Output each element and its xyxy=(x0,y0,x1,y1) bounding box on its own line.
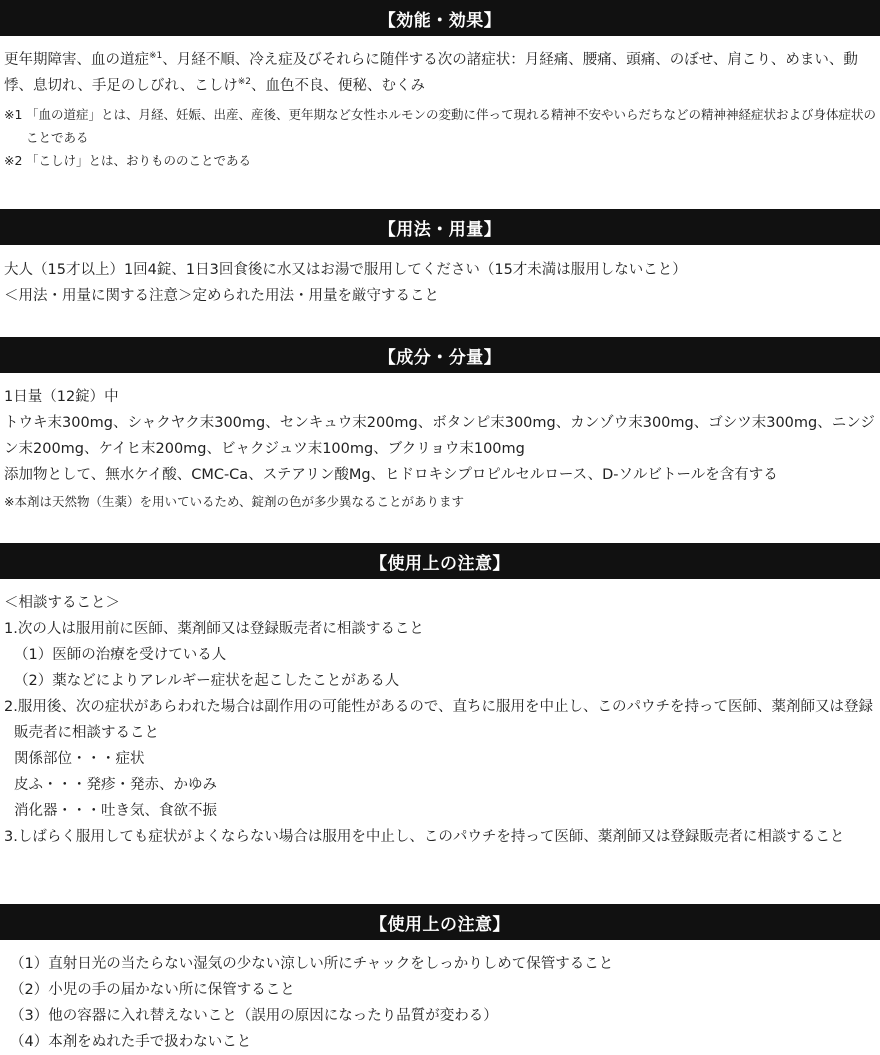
ingredients-additives: 添加物として、無水ケイ酸、CMC-Ca、ステアリン酸Mg、ヒドロキシプロピルセルロース、D-ソルビトールを含有する xyxy=(4,467,778,483)
dosage-note: ＜用法・用量に関する注意＞定められた用法・用量を厳守すること xyxy=(4,288,439,304)
efficacy-header xyxy=(0,0,880,36)
precautions-body xyxy=(4,590,876,850)
ingredients-title: 【成分・分量】 xyxy=(378,347,502,368)
storage-item: （3）他の容器に入れ替えないこと（誤用の原因になったり品質が変わる） xyxy=(10,1008,498,1024)
consult-item-1-sub: （2）薬などによりアレルギー症状を起こしたことがある人 xyxy=(14,673,400,689)
efficacy-sup-2: ※2 xyxy=(237,77,252,87)
storage-title: 【使用上の注意】 xyxy=(370,914,510,935)
ingredients-list: トウキ末300mg、シャクヤク末300mg、センキュウ末200mg、ボタンピ末300mg、カンゾウ末300mg、ゴシツ末300mg、ニンジン末200mg、ケイヒ末200mg、ビャクジュツ末100mg、ブクリョウ末100mg xyxy=(4,415,875,457)
efficacy-note xyxy=(4,149,876,172)
storage-item: （1）直射日光の当たらない湿気の少ない涼しい所にチャックをしっかりしめて保管すること xyxy=(10,956,614,972)
precautions-title: 【使用上の注意】 xyxy=(370,553,510,574)
dosage-title: 【用法・用量】 xyxy=(378,219,502,240)
dosage-line: 大人（15才以上）1回4錠、1日3回食後に水又はお湯で服用してください（15才未満は服用しないこと） xyxy=(4,262,687,278)
efficacy-text xyxy=(4,47,876,99)
storage-body xyxy=(10,951,876,1055)
consult-heading: ＜相談すること＞ xyxy=(4,595,120,611)
dosage-body xyxy=(4,257,876,309)
storage-item: （4）本剤をぬれた手で扱わないこと xyxy=(10,1034,252,1050)
ingredients-note: ※本剤は天然物（生薬）を用いているため、錠剤の色が多少異なることがあります xyxy=(4,494,464,509)
efficacy-note-2-mark: ※2 xyxy=(4,153,23,168)
ingredients-daily-amount: 1日量（12錠）中 xyxy=(4,389,119,405)
efficacy-text-a: 更年期障害、血の道症 xyxy=(4,52,149,68)
efficacy-note-1-text: 「血の道症」とは、月経、妊娠、出産、産後、更年期など女性ホルモンの変動に伴って現れる精神不安やいらだちなどの精神神経症状および身体症状のことである xyxy=(26,107,877,145)
consult-item-2-sub: 関係部位・・・症状 xyxy=(14,751,145,767)
efficacy-text-c: 、血色不良、便秘、むくみ xyxy=(251,78,426,94)
ingredients-header xyxy=(0,337,880,373)
consult-item-1-sub: （1）医師の治療を受けている人 xyxy=(14,647,227,663)
consult-item-1: 1.次の人は服用前に医師、薬剤師又は登録販売者に相談すること xyxy=(4,621,424,637)
storage-item: （2）小児の手の届かない所に保管すること xyxy=(10,982,295,998)
consult-item-2-sub: 皮ふ・・・発疹・発赤、かゆみ xyxy=(14,777,217,793)
efficacy-title: 【効能・効果】 xyxy=(378,10,502,31)
efficacy-body xyxy=(4,47,876,172)
consult-item-2-sub: 消化器・・・吐き気、食欲不振 xyxy=(14,803,217,819)
efficacy-text-b: 、月経不順、冷え症及びそれらに随伴する次の諸症状：月経痛、腰痛、頭痛、のぼせ、肩こり、めまい、動悸、息切れ、手足のしびれ、こしけ xyxy=(4,52,858,94)
consult-item-2: 2.服用後、次の症状があらわれた場合は副作用の可能性があるので、直ちに服用を中止し、このパウチを持って医師、薬剤師又は登録販売者に相談すること xyxy=(4,699,874,741)
precautions-header xyxy=(0,543,880,579)
efficacy-note-2-text: 「こしけ」とは、おりもののことである xyxy=(26,153,252,168)
dosage-header xyxy=(0,209,880,245)
efficacy-sup-1: ※1 xyxy=(149,51,163,61)
ingredients-body xyxy=(4,384,876,513)
consult-item-3: 3.しばらく服用しても症状がよくならない場合は服用を中止し、このパウチを持って医師、薬剤師又は登録販売者に相談すること xyxy=(4,829,845,845)
storage-header xyxy=(0,904,880,940)
efficacy-note xyxy=(4,103,876,149)
efficacy-note-1-mark: ※1 xyxy=(4,107,23,122)
